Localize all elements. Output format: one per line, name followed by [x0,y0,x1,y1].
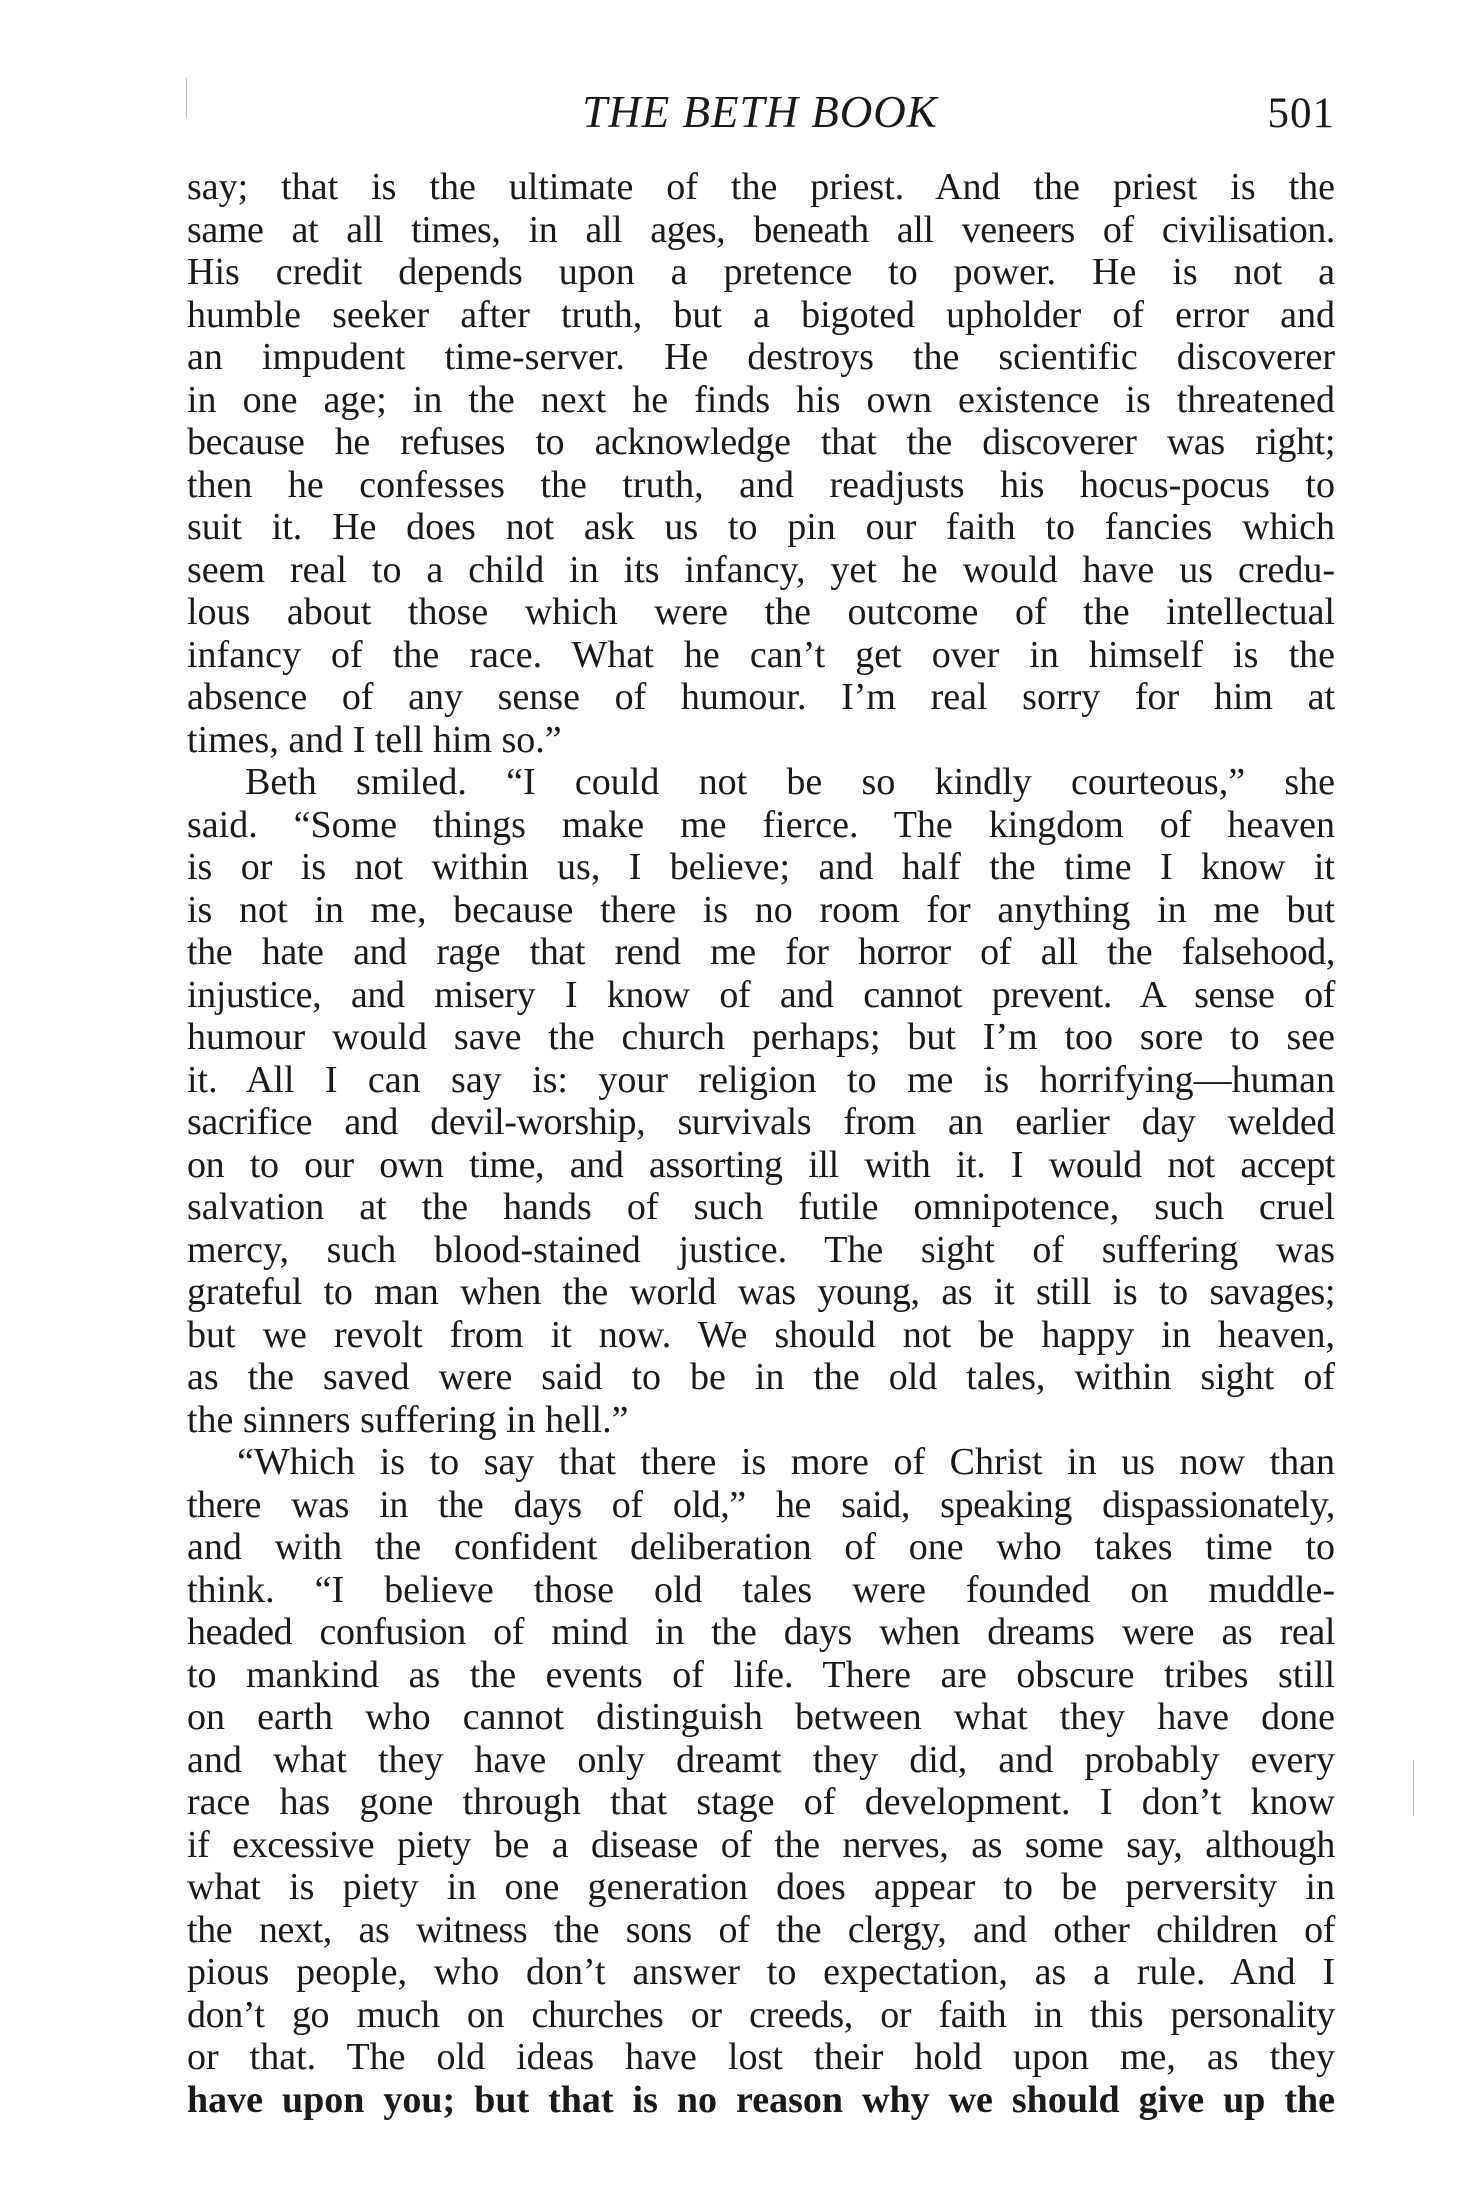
text-line: there was in the days of old,” he said, speaking dispassionately, [187,1483,1335,1526]
text-line: is not in me, because there is no room for anything in me but [187,888,1335,931]
text-line: “Which is to say that there is more of Christ in us now than [237,1441,1335,1483]
text-line: as the saved were said to be in the old tales, within sight of [187,1356,1335,1398]
text-line: race has gone through that stage of development. I don’t know [187,1781,1335,1823]
text-line: absence of any sense of humour. I’m real sorry for him at [187,676,1335,718]
text-line: lous about those which were the outcome of the intellectual [187,591,1335,633]
text-line: the hate and rage that rend me for horror of all the falsehood, [187,931,1335,973]
text-line: times, and I tell him so.” [187,718,562,761]
text-line: say; that is the ultimate of the priest. And the priest is the [187,166,1335,208]
text-line: suit it. He does not ask us to pin our faith to fancies which [187,506,1335,548]
text-line: it. All I can say is: your religion to me is horrifying—human [187,1058,1335,1101]
body-text [187,166,1335,2121]
text-line: infancy of the race. What he can’t get over in himself is the [187,633,1335,676]
text-line: on to our own time, and assorting ill with it. I would not accept [187,1143,1335,1186]
text-line: humble seeker after truth, but a bigoted upholder of error and [187,293,1335,336]
text-line: is or is not within us, I believe; and half the time I know it [187,846,1335,888]
text-line: but we revolt from it now. We should not be happy in heaven, [187,1313,1335,1356]
text-line: injustice, and misery I know of and cannot prevent. A sense of [187,973,1335,1016]
text-line: grateful to man when the world was young, as it still is to savages; [187,1271,1335,1313]
text-line: sacrifice and devil-worship, survivals from an earlier day welded [187,1101,1335,1143]
scan-margin-mark [1413,1760,1414,1816]
text-line: think. “I believe those old tales were founded on muddle- [187,1568,1335,1611]
text-line: then he confesses the truth, and readjusts his hocus-pocus to [187,463,1335,506]
text-line: pious people, who don’t answer to expectation, as a rule. And I [187,1951,1335,1993]
text-line: same at all times, in all ages, beneath all veneers of civilisation. [187,208,1335,251]
text-line: or that. The old ideas have lost their hold upon me, as they [187,2036,1335,2078]
text-line: if excessive piety be a disease of the nerves, as some say, although [187,1823,1335,1866]
running-title: THE BETH BOOK [582,87,938,137]
text-line: what is piety in one generation does appear to be perversity in [187,1866,1335,1908]
text-line: seem real to a child in its infancy, yet he would have us credu- [187,548,1335,591]
text-line: an impudent time-server. He destroys the scientific discoverer [187,336,1335,378]
text-line: because he refuses to acknowledge that the discoverer was right; [187,421,1335,463]
text-line: His credit depends upon a pretence to power. He is not a [187,251,1335,293]
text-line: in one age; in the next he finds his own existence is threatened [187,378,1335,421]
text-line: headed confusion of mind in the days when dreams were as real [187,1611,1335,1653]
text-line: the sinners suffering in hell.” [187,1398,629,1441]
text-line: humour would save the church perhaps; but I’m too sore to see [187,1016,1335,1058]
text-line: and with the confident deliberation of one who takes time to [187,1526,1335,1568]
text-line: said. “Some things make me fierce. The kingdom of heaven [187,803,1335,846]
page-header [185,86,1335,138]
text-line: on earth who cannot distinguish between what they have done [187,1696,1335,1738]
text-line: to mankind as the events of life. There are obscure tribes still [187,1653,1335,1696]
text-line: salvation at the hands of such futile omnipotence, such cruel [187,1186,1335,1228]
page-number: 501 [1267,90,1335,137]
text-line: Beth smiled. “I could not be so kindly courteous,” she [245,761,1335,803]
text-line: have upon you; but that is no reason why we should give up the [187,2078,1335,2121]
text-line: the next, as witness the sons of the clergy, and other children of [187,1908,1335,1951]
text-line: and what they have only dreamt they did, and probably every [187,1738,1335,1781]
text-line: mercy, such blood-stained justice. The sight of suffering was [187,1228,1335,1271]
text-line: don’t go much on churches or creeds, or faith in this personality [187,1993,1335,2036]
